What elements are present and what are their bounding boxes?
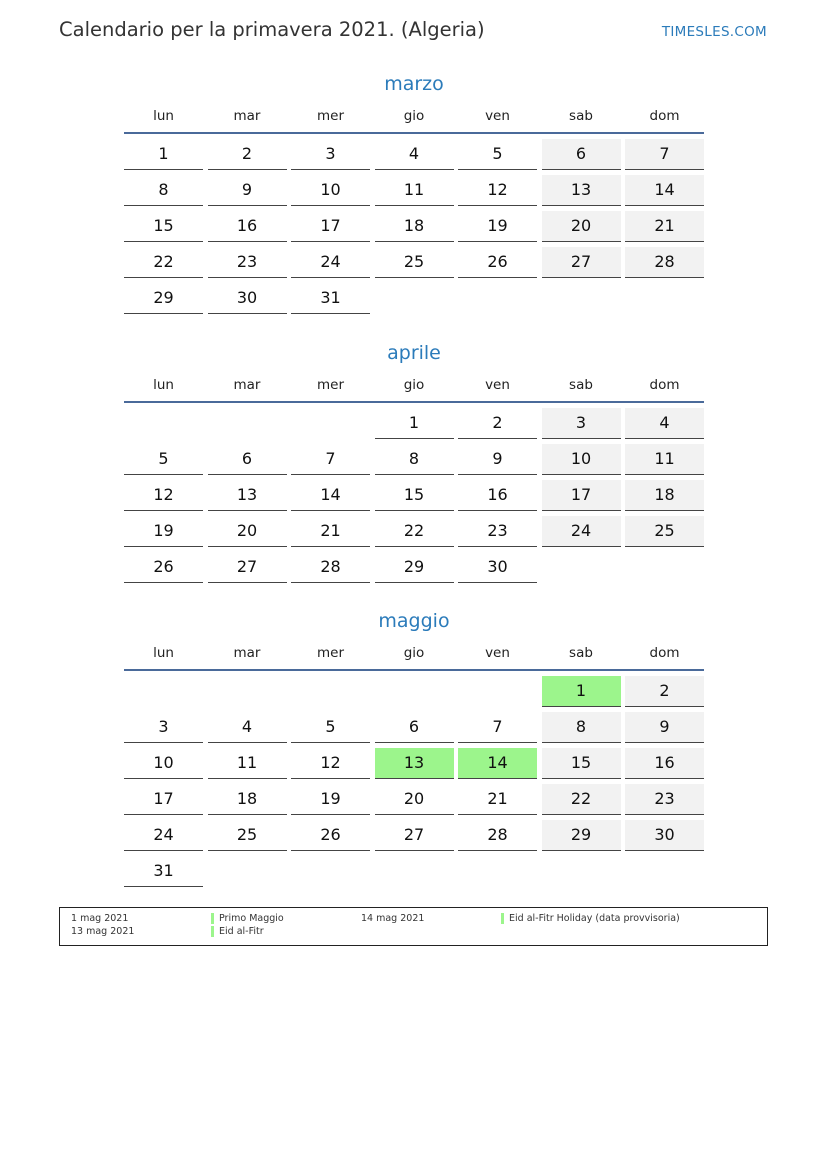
day-cell: 28 — [625, 247, 704, 278]
month-april — [124, 339, 704, 576]
day-cell: 23 — [625, 784, 704, 815]
month-title: marzo — [384, 73, 444, 95]
day-cell: 9 — [208, 175, 287, 206]
day-cell: 5 — [124, 444, 203, 475]
day-cell: 3 — [542, 408, 621, 439]
day-cell: 30 — [625, 820, 704, 851]
day-cell: 16 — [208, 211, 287, 242]
day-cell: 2 — [208, 139, 287, 170]
day-cell: 24 — [542, 516, 621, 547]
day-cell: 30 — [458, 552, 537, 583]
day-cell: 13 — [208, 480, 287, 511]
day-cell: 8 — [375, 444, 454, 475]
day-cell: 31 — [124, 856, 203, 887]
weekday-label: ven — [485, 377, 510, 393]
day-cell: 1 — [375, 408, 454, 439]
weekday-label: mer — [316, 377, 344, 393]
day-cell: 11 — [625, 444, 704, 475]
day-cell: 27 — [208, 552, 287, 583]
day-cell: 18 — [625, 480, 704, 511]
day-cell: 14 — [625, 175, 704, 206]
weekday-header — [124, 643, 704, 671]
holiday-legend — [59, 907, 768, 946]
weekday-label: sab — [569, 645, 593, 661]
day-cell: 25 — [208, 820, 287, 851]
day-cell: 12 — [458, 175, 537, 206]
day-cell: 11 — [375, 175, 454, 206]
day-cell: 4 — [208, 712, 287, 743]
day-cell: 28 — [291, 552, 370, 583]
weekday-label: gio — [403, 108, 425, 124]
day-cell: 25 — [625, 516, 704, 547]
weekday-label: sab — [569, 108, 593, 124]
day-cell: 17 — [291, 211, 370, 242]
day-cell: 27 — [375, 820, 454, 851]
day-cell: 6 — [375, 712, 454, 743]
holiday-marker — [211, 926, 214, 937]
day-cell: 31 — [291, 283, 370, 314]
day-cell: 1 — [124, 139, 203, 170]
day-cell: 12 — [124, 480, 203, 511]
day-cell: 21 — [625, 211, 704, 242]
site-link[interactable]: TIMESLES.COM — [661, 24, 767, 40]
day-cell: 3 — [124, 712, 203, 743]
day-cell: 10 — [124, 748, 203, 779]
day-cell: 11 — [208, 748, 287, 779]
page-title: Calendario per la primavera 2021. (Algeria) — [59, 18, 485, 41]
day-cell: 29 — [375, 552, 454, 583]
day-cell: 15 — [375, 480, 454, 511]
day-cell: 2 — [458, 408, 537, 439]
day-cell: 16 — [625, 748, 704, 779]
weekday-label: dom — [649, 645, 680, 661]
day-cell: 23 — [458, 516, 537, 547]
legend-holiday-name: Eid al-Fitr Holiday (data provvisoria) — [509, 913, 680, 924]
weekday-label: ven — [485, 108, 510, 124]
day-cell: 16 — [458, 480, 537, 511]
day-cell: 18 — [208, 784, 287, 815]
day-cell: 15 — [542, 748, 621, 779]
day-cell: 21 — [291, 516, 370, 547]
weekday-header — [124, 106, 704, 134]
day-cell: 5 — [291, 712, 370, 743]
weekday-label: lun — [153, 377, 174, 393]
day-cell: 26 — [124, 552, 203, 583]
weekday-label: mar — [233, 108, 261, 124]
day-cell: 24 — [124, 820, 203, 851]
weekday-label: ven — [485, 645, 510, 661]
day-cell: 7 — [291, 444, 370, 475]
day-cell: 25 — [375, 247, 454, 278]
day-cell: 18 — [375, 211, 454, 242]
weekday-label: mer — [316, 108, 344, 124]
day-cell: 15 — [124, 211, 203, 242]
day-cell: 30 — [208, 283, 287, 314]
weekday-label: dom — [649, 377, 680, 393]
legend-date: 1 mag 2021 — [71, 913, 129, 924]
day-cell: 20 — [542, 211, 621, 242]
legend-holiday-name: Eid al-Fitr — [219, 926, 264, 937]
day-cell: 22 — [542, 784, 621, 815]
weekday-label: gio — [403, 377, 425, 393]
day-cell: 9 — [458, 444, 537, 475]
day-cell: 3 — [291, 139, 370, 170]
day-cell: 10 — [291, 175, 370, 206]
day-cell: 20 — [375, 784, 454, 815]
day-cell: 26 — [291, 820, 370, 851]
day-cell: 26 — [458, 247, 537, 278]
day-cell: 6 — [208, 444, 287, 475]
day-cell: 7 — [625, 139, 704, 170]
month-march — [124, 70, 704, 307]
weekday-label: dom — [649, 108, 680, 124]
day-cell: 14 — [291, 480, 370, 511]
day-cell: 5 — [458, 139, 537, 170]
day-cell: 8 — [542, 712, 621, 743]
day-cell: 10 — [542, 444, 621, 475]
holiday-marker — [501, 913, 504, 924]
month-title: aprile — [387, 342, 441, 364]
day-cell: 6 — [542, 139, 621, 170]
weekday-label: gio — [403, 645, 425, 661]
weekday-label: sab — [569, 377, 593, 393]
day-cell: 23 — [208, 247, 287, 278]
day-cell: 29 — [542, 820, 621, 851]
legend-date: 14 mag 2021 — [361, 913, 425, 924]
day-cell: 13 — [542, 175, 621, 206]
day-cell: 8 — [124, 175, 203, 206]
day-cell: 20 — [208, 516, 287, 547]
day-cell: 22 — [375, 516, 454, 547]
month-may — [124, 607, 704, 880]
day-cell: 19 — [124, 516, 203, 547]
weekday-label: mar — [233, 377, 261, 393]
day-cell: 19 — [458, 211, 537, 242]
day-cell: 7 — [458, 712, 537, 743]
weekday-label: mer — [316, 645, 344, 661]
month-title: maggio — [378, 610, 450, 632]
holiday-day-cell: 14 — [458, 748, 537, 779]
day-cell: 4 — [625, 408, 704, 439]
day-cell: 24 — [291, 247, 370, 278]
weekday-label: lun — [153, 108, 174, 124]
holiday-day-cell: 1 — [542, 676, 621, 707]
weekday-header — [124, 375, 704, 403]
day-cell: 29 — [124, 283, 203, 314]
holiday-marker — [211, 913, 214, 924]
day-cell: 2 — [625, 676, 704, 707]
day-cell: 4 — [375, 139, 454, 170]
day-cell: 28 — [458, 820, 537, 851]
day-cell: 9 — [625, 712, 704, 743]
day-cell: 17 — [124, 784, 203, 815]
weekday-label: lun — [153, 645, 174, 661]
day-cell: 21 — [458, 784, 537, 815]
weekday-label: mar — [233, 645, 261, 661]
day-cell: 17 — [542, 480, 621, 511]
day-cell: 22 — [124, 247, 203, 278]
day-cell: 27 — [542, 247, 621, 278]
holiday-day-cell: 13 — [375, 748, 454, 779]
day-cell: 19 — [291, 784, 370, 815]
legend-holiday-name: Primo Maggio — [219, 913, 284, 924]
day-cell: 12 — [291, 748, 370, 779]
legend-date: 13 mag 2021 — [71, 926, 135, 937]
